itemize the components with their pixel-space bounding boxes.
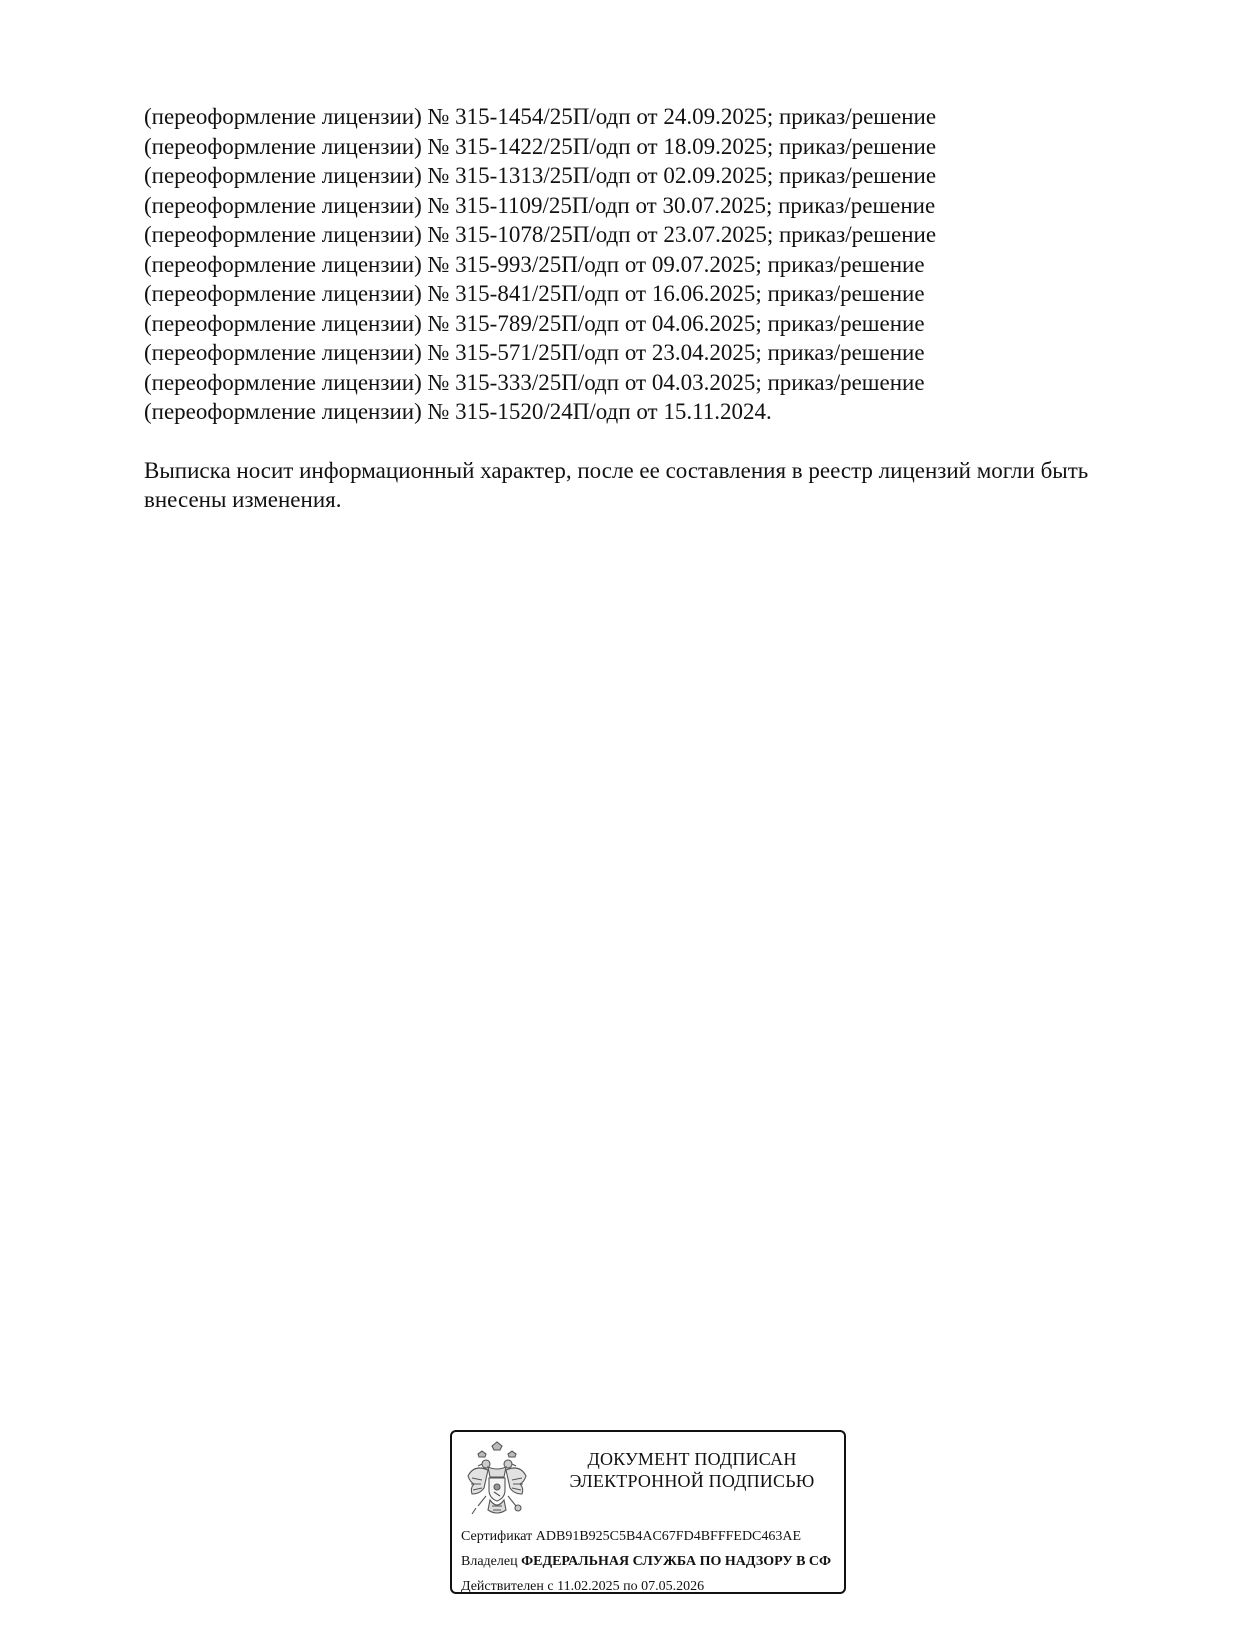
decision-line: (переоформление лицензии) № 315-1109/25П/одп от 30.07.2025; приказ/решение	[144, 192, 936, 218]
certificate-label: Сертификат	[461, 1529, 533, 1544]
validity-row: Действителен с 11.02.2025 по 07.05.2026	[461, 1579, 705, 1594]
document-body	[144, 102, 1144, 515]
certificate-row	[461, 1528, 801, 1546]
certificate-value: ADB91B925C5B4AC67FD4BFFFEDC463AE	[535, 1529, 802, 1544]
decision-line: (переоформление лицензии) № 315-1313/25П/одп от 02.09.2025; приказ/решение	[144, 163, 937, 188]
decision-line: (переоформление лицензии) № 315-993/25П/одп от 09.07.2025; приказ/решение	[144, 251, 925, 277]
stamp-title	[542, 1448, 842, 1492]
decision-line: (переоформление лицензии) № 315-841/25П/одп от 16.06.2025; приказ/решение	[144, 281, 925, 306]
stamp-title-line-1: ДОКУМЕНТ ПОДПИСАН	[587, 1449, 797, 1469]
stamp-title-line-2: ЭЛЕКТРОННОЙ ПОДПИСЬЮ	[569, 1471, 815, 1491]
electronic-signature-stamp	[450, 1430, 846, 1594]
decision-line: (переоформление лицензии) № 315-789/25П/одп от 04.06.2025; приказ/решение	[144, 310, 925, 336]
owner-row	[461, 1553, 831, 1571]
disclaimer-paragraph: Выписка носит информационный характер, после ее составления в реестр лицензий могли быть внесены изменения.	[144, 457, 1089, 512]
owner-value: ФЕДЕРАЛЬНАЯ СЛУЖБА ПО НАДЗОРУ В СФ	[521, 1554, 832, 1569]
decision-line: (переоформление лицензии) № 315-571/25П/одп от 23.04.2025; приказ/решение	[144, 340, 925, 365]
owner-label: Владелец	[461, 1554, 518, 1569]
decision-line: (переоформление лицензии) № 315-1454/25П/одп от 24.09.2025; приказ/решение	[144, 104, 937, 129]
decision-line: (переоформление лицензии) № 315-1422/25П/одп от 18.09.2025; приказ/решение	[144, 133, 937, 159]
russian-coat-of-arms-icon	[464, 1440, 530, 1522]
decision-line: (переоформление лицензии) № 315-333/25П/одп от 04.03.2025; приказ/решение	[144, 369, 925, 395]
decision-line: (переоформление лицензии) № 315-1078/25П/одп от 23.07.2025; приказ/решение	[144, 222, 937, 247]
decision-line: (переоформление лицензии) № 315-1520/24П/одп от 15.11.2024.	[144, 399, 772, 424]
